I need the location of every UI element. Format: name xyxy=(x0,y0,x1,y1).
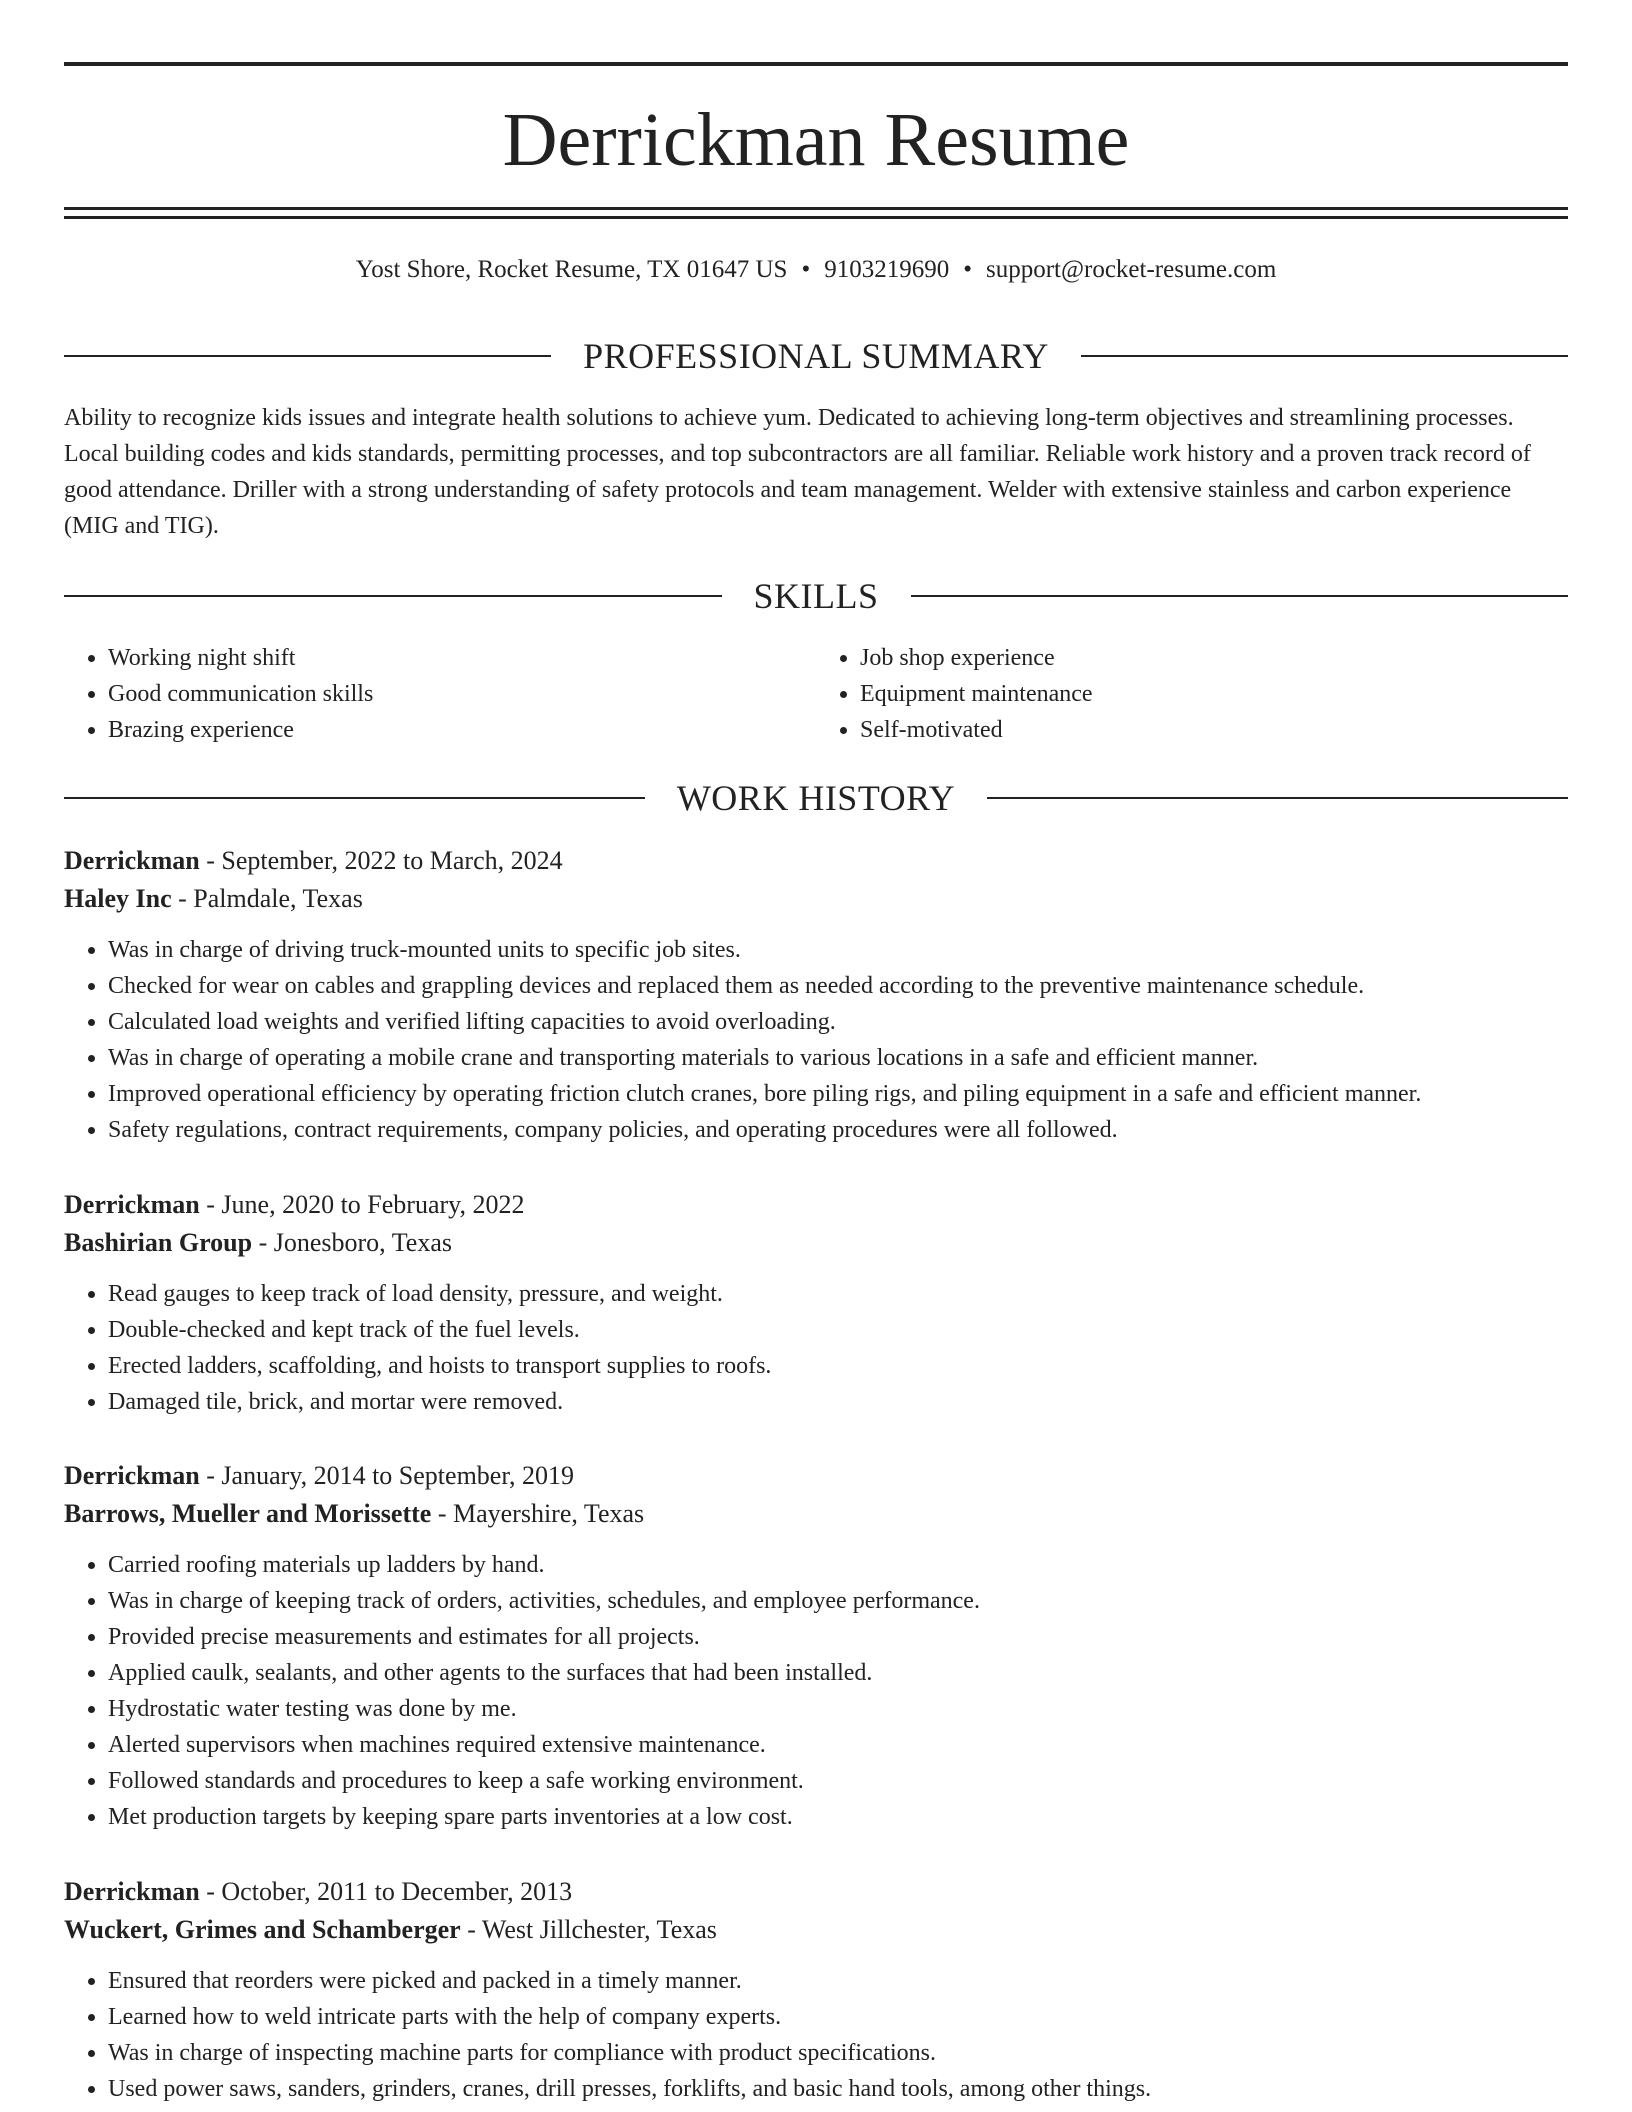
job-location: - West Jillchester, Texas xyxy=(460,1915,717,1944)
job-entry xyxy=(64,1873,1568,2107)
job-location: - Palmdale, Texas xyxy=(171,884,363,913)
job-bullet: • Was in charge of keeping track of orders, activities, schedules, and employee performance. xyxy=(108,1583,1568,1619)
skills-column-left xyxy=(64,640,816,748)
skill-item: • Working night shift xyxy=(108,640,816,676)
job-title: Derrickman xyxy=(64,846,200,875)
job-dates: - October, 2011 to December, 2013 xyxy=(199,1877,573,1906)
section-header-summary xyxy=(64,334,1568,378)
job-title: Derrickman xyxy=(64,1461,200,1490)
section-rule xyxy=(64,355,551,357)
job-location: - Mayershire, Texas xyxy=(431,1499,645,1528)
job-bullet: • Applied caulk, sealants, and other agents to the surfaces that had been installed. xyxy=(108,1655,1568,1691)
job-bullet: • Used power saws, sanders, grinders, cranes, drill presses, forklifts, and basic hand tools, among other things. xyxy=(108,2071,1568,2107)
contact-line xyxy=(64,252,1568,288)
job-bullets xyxy=(64,1963,1568,2107)
job-bullet: • Provided precise measurements and estimates for all projects. xyxy=(108,1619,1568,1655)
section-rule xyxy=(1081,355,1568,357)
section-header-skills xyxy=(64,574,1568,618)
skill-item: • Equipment maintenance xyxy=(860,676,1568,712)
job-bullet: • Calculated load weights and verified lifting capacities to avoid overloading. xyxy=(108,1004,1568,1040)
double-rule-lower xyxy=(64,216,1568,219)
contact-email: support@rocket-resume.com xyxy=(985,256,1277,283)
job-company: Bashirian Group xyxy=(64,1228,253,1257)
section-title: PROFESSIONAL SUMMARY xyxy=(583,336,1049,376)
resume-name: Derrickman Resume xyxy=(502,98,1130,182)
job-dates: - June, 2020 to February, 2022 xyxy=(199,1190,525,1219)
skills-list xyxy=(64,640,1568,748)
skill-item: • Job shop experience xyxy=(860,640,1568,676)
job-bullet: • Ensured that reorders were picked and packed in a timely manner. xyxy=(108,1963,1568,1999)
job-bullet: • Improved operational efficiency by operating friction clutch cranes, bore piling rigs, and piling equipment in a safe and efficient manner. xyxy=(108,1076,1568,1112)
job-title-line xyxy=(64,842,1568,880)
job-entry xyxy=(64,842,1568,1148)
job-bullet: • Alerted supervisors when machines required extensive maintenance. xyxy=(108,1727,1568,1763)
top-rule xyxy=(64,62,1568,66)
job-bullet: • Damaged tile, brick, and mortar were removed. xyxy=(108,1384,1568,1420)
job-company: Haley Inc xyxy=(64,884,172,913)
contact-separator: • xyxy=(801,256,811,283)
job-entry xyxy=(64,1186,1568,1420)
job-bullet: • Learned how to weld intricate parts with the help of company experts. xyxy=(108,1999,1568,2035)
job-title-line xyxy=(64,1873,1568,1911)
job-bullet: • Met production targets by keeping spare parts inventories at a low cost. xyxy=(108,1799,1568,1835)
job-bullet: • Safety regulations, contract requirements, company policies, and operating procedures were all followed. xyxy=(108,1112,1568,1148)
job-bullet: • Was in charge of inspecting machine parts for compliance with product specifications. xyxy=(108,2035,1568,2071)
job-bullet: • Carried roofing materials up ladders by hand. xyxy=(108,1547,1568,1583)
job-bullet: • Was in charge of operating a mobile crane and transporting materials to various locations in a safe and efficient manner. xyxy=(108,1040,1568,1076)
job-bullet: • Hydrostatic water testing was done by me. xyxy=(108,1691,1568,1727)
section-title: SKILLS xyxy=(753,576,879,616)
job-bullet: • Was in charge of driving truck-mounted units to specific job sites. xyxy=(108,932,1568,968)
job-title: Derrickman xyxy=(64,1877,200,1906)
job-company-line xyxy=(64,1224,1568,1262)
job-entry xyxy=(64,1457,1568,1835)
job-title-line xyxy=(64,1186,1568,1224)
skill-item: • Good communication skills xyxy=(108,676,816,712)
skill-item: • Brazing experience xyxy=(108,712,816,748)
job-bullet: • Double-checked and kept track of the fuel levels. xyxy=(108,1312,1568,1348)
job-bullet: • Followed standards and procedures to keep a safe working environment. xyxy=(108,1763,1568,1799)
job-company: Wuckert, Grimes and Schamberger xyxy=(64,1915,461,1944)
section-header-work-history xyxy=(64,776,1568,820)
summary-text: Ability to recognize kids issues and integrate health solutions to achieve yum. Dedicated to achieving long-term objectives and streamlining processes. Local building codes and kids standards, permitting processes, and top subcontractors are all familiar. Reliable work history and a proven track record of good attendance. Driller with a strong understanding of safety protocols and team management. Welder with extensive stainless and carbon experience (MIG and TIG). xyxy=(64,405,1531,539)
skills-column-right xyxy=(816,640,1568,748)
section-title: WORK HISTORY xyxy=(676,778,956,818)
job-bullet: • Read gauges to keep track of load density, pressure, and weight. xyxy=(108,1276,1568,1312)
job-location: - Jonesboro, Texas xyxy=(252,1228,452,1257)
job-bullets xyxy=(64,1547,1568,1835)
job-company-line xyxy=(64,1911,1568,1949)
section-rule xyxy=(987,797,1568,799)
job-company: Barrows, Mueller and Morissette xyxy=(64,1499,432,1528)
job-company-line xyxy=(64,1495,1568,1533)
job-bullets xyxy=(64,1276,1568,1420)
contact-phone: 9103219690 xyxy=(824,256,950,283)
job-dates: - January, 2014 to September, 2019 xyxy=(199,1461,574,1490)
job-title-line xyxy=(64,1457,1568,1495)
job-bullet: • Checked for wear on cables and grappling devices and replaced them as needed according to the preventive maintenance schedule. xyxy=(108,968,1568,1004)
contact-address: Yost Shore, Rocket Resume, TX 01647 US xyxy=(355,256,788,283)
section-rule xyxy=(911,595,1569,597)
skill-item: • Self-motivated xyxy=(860,712,1568,748)
double-rule-upper xyxy=(64,207,1568,210)
job-bullets xyxy=(64,932,1568,1148)
contact-separator: • xyxy=(963,256,972,283)
job-bullet: • Erected ladders, scaffolding, and hoists to transport supplies to roofs. xyxy=(108,1348,1568,1384)
section-rule xyxy=(64,595,722,597)
section-rule xyxy=(64,797,645,799)
job-dates: - September, 2022 to March, 2024 xyxy=(199,846,563,875)
job-company-line xyxy=(64,880,1568,918)
job-title: Derrickman xyxy=(64,1190,200,1219)
